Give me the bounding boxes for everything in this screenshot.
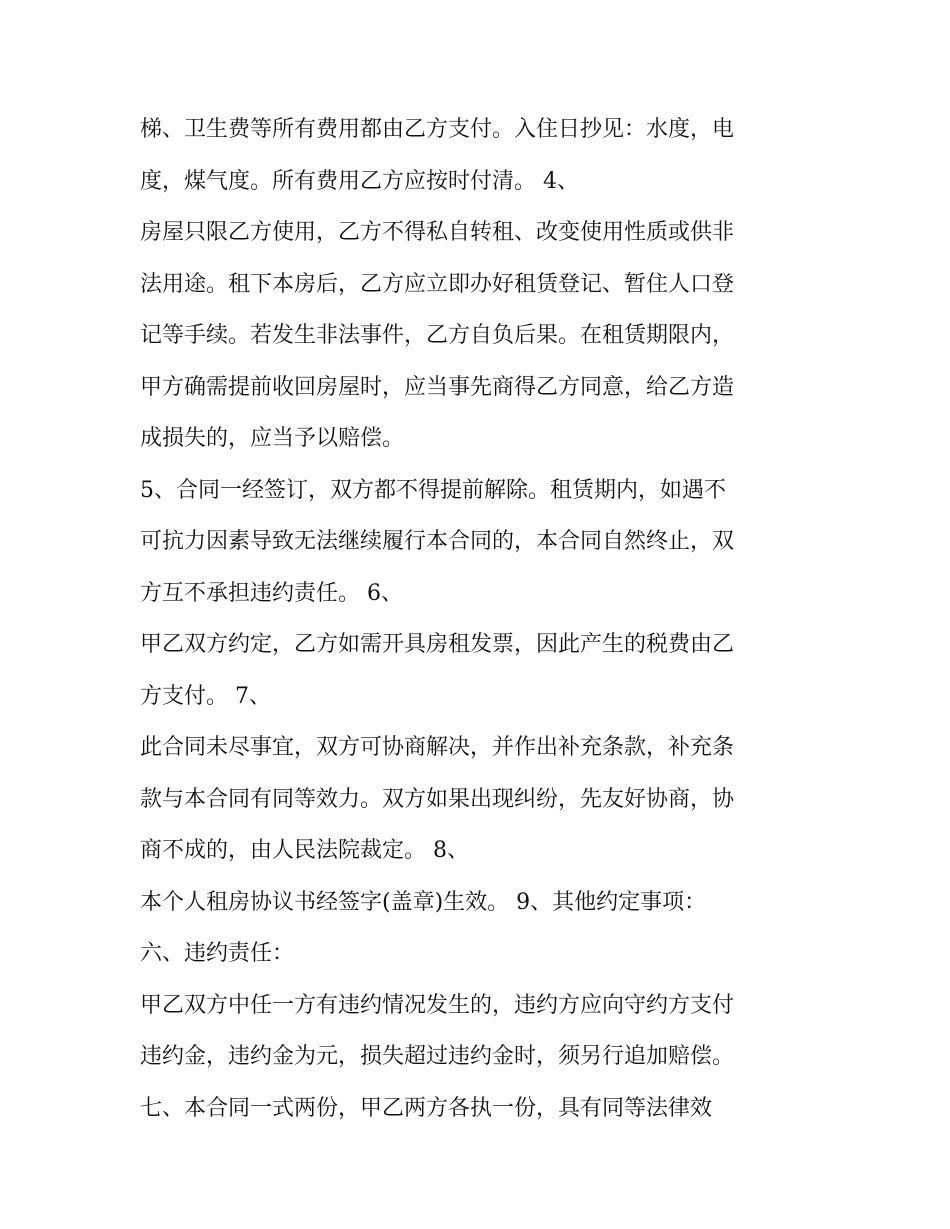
text-line: 梯、卫生费等所有费用都由乙方支付。入住日抄见：水度，电: [140, 117, 735, 142]
text-line: 5、合同一经签订，双方都不得提前解除。租赁期内，如遇不: [140, 477, 726, 503]
text-line: 可抗力因素导致无法继续履行本合同的，本合同自然终止，双: [140, 529, 735, 554]
text-line: 法用途。租下本房后，乙方应立即办好租赁登记、暂住人口登: [140, 271, 735, 297]
text-line: 此合同未尽事宜，双方可协商解决，并作出补充条款，补充条: [140, 735, 735, 760]
text-line: 违约金，违约金为元，损失超过违约金时，须另行追加赔偿。: [140, 1044, 735, 1069]
text-line: 房屋只限乙方使用，乙方不得私自转租、改变使用性质或供非: [140, 220, 735, 245]
text-line: 款与本合同有同等效力。双方如果出现纠纷，先友好协商，协: [140, 786, 735, 812]
text-line: 度，煤气度。所有费用乙方应按时付清。 4、: [140, 168, 579, 194]
text-line: 商不成的，由人民法院裁定。 8、: [140, 838, 469, 863]
text-line: 七、本合同一式两份，甲乙两方各执一份，具有同等法律效: [140, 1095, 713, 1121]
text-line: 甲乙双方中任一方有违约情况发生的，违约方应向守约方支付: [140, 992, 735, 1018]
section-heading: 六、违约责任：: [140, 941, 295, 966]
contract-body-text: [140, 104, 830, 1134]
text-line: 记等手续。若发生非法事件，乙方自负后果。在租赁期限内，: [140, 323, 735, 348]
text-line: 甲乙双方约定，乙方如需开具房租发票，因此产生的税费由乙: [140, 632, 735, 657]
text-line: 方互不承担违约责任。 6、: [140, 580, 403, 606]
text-line: 成损失的，应当予以赔偿。: [140, 426, 405, 451]
text-line: 方支付。 7、: [140, 683, 271, 709]
text-line: 本个人租房协议书经签字(盖章)生效。 9、其他约定事项：: [140, 889, 707, 915]
text-line: 甲方确需提前收回房屋时，应当事先商得乙方同意，给乙方造: [140, 374, 735, 400]
